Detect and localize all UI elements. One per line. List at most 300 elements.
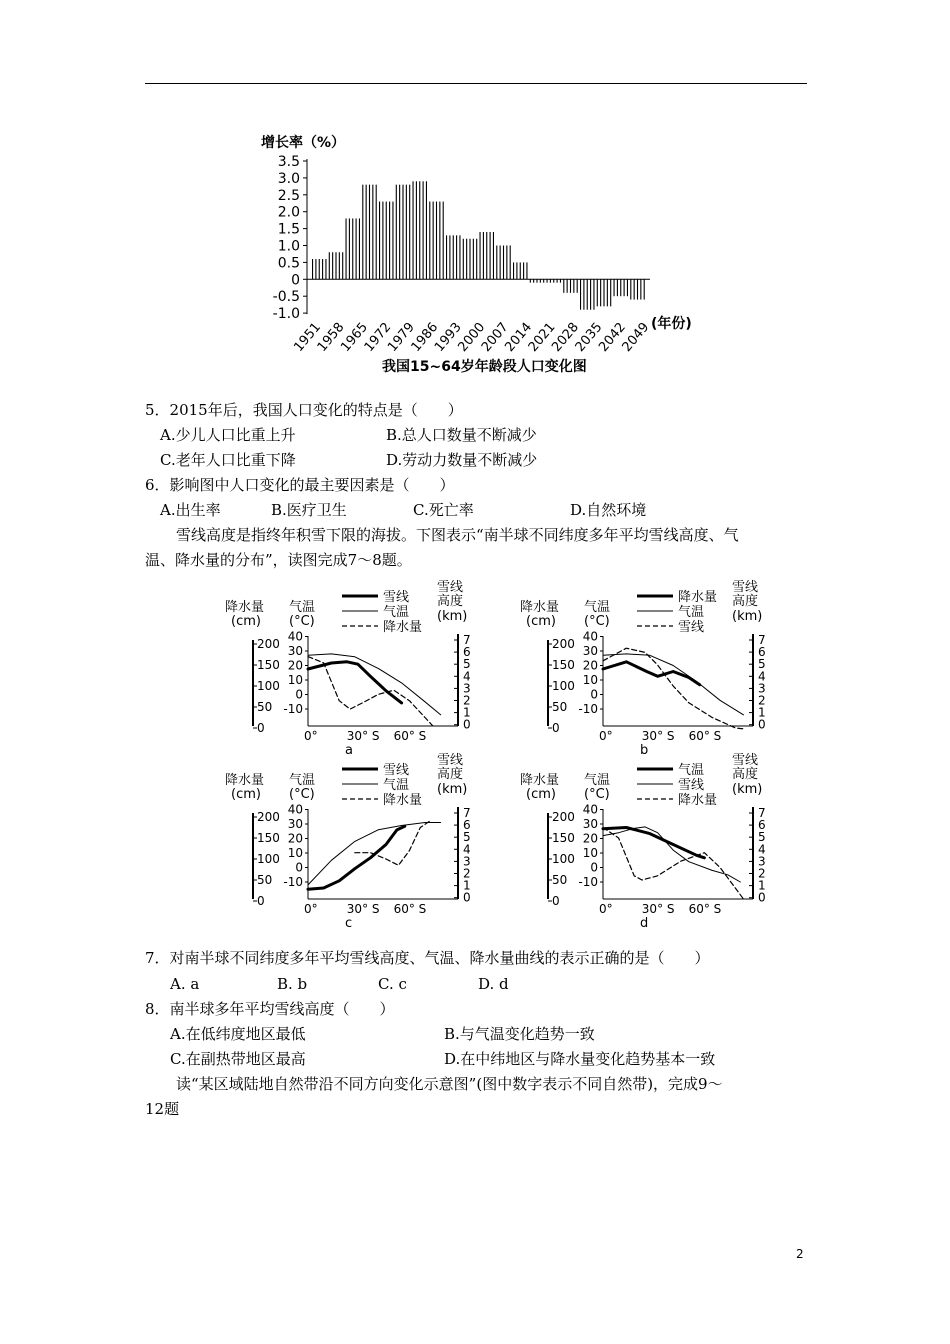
bar (500, 246, 501, 280)
temp-axis-label: 气温 (289, 600, 316, 615)
bar (610, 279, 611, 306)
bar (429, 202, 430, 280)
lat-tick-label: 60° S (393, 902, 427, 916)
q7-stem: 7．对南半球不同纬度多年平均雪线高度、气温、降水量曲线的表示正确的是（ ） (145, 949, 710, 967)
bar (433, 202, 434, 280)
q5-option-b[interactable]: B.总人口数量不断减少 (386, 426, 537, 444)
bar (473, 239, 474, 280)
x-tick-label: 1993 (432, 319, 465, 355)
precip-tick-label: 200 (552, 810, 575, 824)
temp-tick-label: 20 (287, 831, 303, 846)
bar (376, 185, 377, 280)
bar (406, 185, 407, 280)
precip-tick-label: 0 (257, 721, 265, 735)
height-tick-label: 5 (758, 657, 766, 672)
y-tick-label: -0.5 (272, 289, 300, 306)
bar (346, 218, 347, 279)
height-axis-label2: 高度 (437, 767, 464, 782)
bar (366, 185, 367, 280)
x-tick-label: 1979 (385, 319, 418, 355)
bar (513, 262, 514, 279)
precip-axis-unit: (cm) (526, 614, 556, 629)
bar (449, 235, 450, 279)
bar (396, 185, 397, 280)
temp-tick-label: 30 (287, 817, 303, 831)
legend-label: 雪线 (678, 778, 705, 793)
bar (600, 279, 601, 306)
bar (443, 202, 444, 280)
x-tick-label: 1986 (408, 319, 442, 355)
height-axis-unit: (km) (437, 609, 468, 624)
bar (362, 185, 363, 280)
bar (466, 239, 467, 280)
bar (426, 181, 427, 279)
temp-tick-label: 40 (582, 802, 598, 817)
snowline-figure (215, 578, 766, 931)
bar (530, 279, 531, 282)
bar (349, 218, 350, 279)
temp-tick-label: 10 (287, 673, 303, 687)
height-tick-label: 3 (463, 854, 471, 869)
lat-tick-label: 60° S (688, 902, 722, 916)
y-tick-label: 3.0 (277, 170, 300, 187)
temp-tick-label: -10 (283, 702, 303, 716)
height-axis-label2: 高度 (437, 594, 464, 609)
q6-option-b[interactable]: B.医疗卫生 (271, 501, 347, 519)
precip-tick-label: 150 (257, 658, 280, 672)
bar (386, 202, 387, 280)
bar (436, 202, 437, 280)
bar (446, 235, 447, 279)
temp-tick-label: 20 (582, 831, 598, 846)
bar (453, 235, 454, 279)
bar (557, 279, 558, 282)
height-tick-label: 7 (463, 633, 471, 647)
curve-snow (308, 826, 405, 889)
bar (593, 279, 594, 309)
height-tick-label: 6 (758, 818, 766, 833)
chart-caption: 我国15~64岁年龄段人口变化图 (382, 359, 587, 375)
temp-axis-unit: (°C) (289, 614, 315, 629)
temp-tick-label: -10 (578, 702, 598, 716)
intro912-line1: 读“某区域陆地自然带沿不同方向变化示意图”(图中数字表示不同自然带)，完成9～ (176, 1075, 723, 1093)
precip-tick-label: 50 (552, 700, 568, 714)
height-axis-label: 雪线 (732, 580, 759, 595)
height-tick-label: 6 (758, 645, 766, 660)
bar (382, 202, 383, 280)
height-tick-label: 1 (463, 878, 471, 893)
bar (510, 246, 511, 280)
precip-tick-label: 150 (552, 658, 575, 672)
precip-tick-label: 100 (552, 852, 575, 866)
bar (553, 279, 554, 282)
x-tick-label: 2049 (619, 319, 653, 355)
bar (379, 202, 380, 280)
legend-label: 雪线 (383, 763, 410, 778)
legend-label: 气温 (383, 778, 410, 793)
bar (335, 252, 336, 279)
precip-axis-unit: (cm) (526, 787, 556, 802)
height-tick-label: 2 (758, 866, 766, 881)
x-axis-unit: (年份) (651, 316, 692, 332)
bar (523, 262, 524, 279)
temp-tick-label: 0 (295, 860, 303, 875)
lat-tick-label: 60° S (393, 729, 427, 743)
bar (413, 181, 414, 279)
q5-option-d[interactable]: D.劳动力数量不断减少 (386, 451, 538, 469)
temp-axis-label: 气温 (584, 600, 611, 615)
lat-tick-label: 0° (599, 902, 613, 916)
precip-axis-unit: (cm) (231, 614, 261, 629)
bar (469, 239, 470, 280)
q6-option-d[interactable]: D.自然环境 (570, 501, 647, 519)
lat-tick-label: 30° S (346, 729, 380, 743)
q8-option-b[interactable]: B.与气温变化趋势一致 (444, 1025, 595, 1043)
q7-option-c[interactable]: C. c (378, 975, 407, 993)
temp-tick-label: 10 (582, 673, 598, 687)
bar (620, 279, 621, 296)
height-axis-label2: 高度 (732, 767, 759, 782)
precip-tick-label: 150 (552, 831, 575, 845)
precip-axis-label: 降水量 (520, 773, 560, 788)
height-axis-unit: (km) (732, 609, 763, 624)
bar (423, 181, 424, 279)
bar (339, 252, 340, 279)
x-tick-label: 1965 (338, 319, 371, 355)
x-tick-label: 2021 (525, 319, 559, 355)
height-tick-label: 1 (758, 705, 766, 720)
height-tick-label: 4 (463, 669, 471, 684)
height-tick-label: 0 (758, 890, 766, 905)
bar (563, 279, 564, 293)
height-axis-unit: (km) (732, 782, 763, 797)
y-tick-label: 2.5 (277, 187, 300, 204)
y-tick-label: 3.5 (277, 154, 300, 170)
temp-axis-label: 气温 (289, 773, 316, 788)
bar (399, 185, 400, 280)
bar (520, 262, 521, 279)
q7-option-d[interactable]: D. d (478, 975, 509, 993)
bar (369, 185, 370, 280)
height-tick-label: 6 (463, 645, 471, 660)
height-axis-label: 雪线 (732, 753, 759, 768)
intro78-line1: 雪线高度是指终年积雪下限的海拔。下图表示“南半球不同纬度多年平均雪线高度、气 (176, 526, 739, 544)
legend-label: 降水量 (678, 793, 718, 808)
precip-tick-label: 100 (257, 679, 280, 693)
bar (416, 181, 417, 279)
bar (630, 279, 631, 299)
bar (325, 259, 326, 279)
panel-label: a (345, 743, 353, 758)
temp-tick-label: 20 (287, 658, 303, 673)
bar (533, 279, 534, 282)
lat-tick-label: 0° (304, 729, 318, 743)
precip-axis-label: 降水量 (225, 600, 265, 615)
height-axis-label: 雪线 (437, 753, 464, 768)
height-tick-label: 5 (758, 830, 766, 845)
bar (312, 259, 313, 279)
q6-stem: 6．影响图中人口变化的最主要因素是（ ） (145, 476, 455, 494)
y-tick-label: 1.5 (277, 221, 300, 238)
precip-tick-label: 200 (257, 810, 280, 824)
bar (583, 279, 584, 309)
bar (607, 279, 608, 306)
height-tick-label: 0 (758, 717, 766, 732)
panel-label: c (345, 916, 353, 931)
page-number: 2 (796, 1247, 804, 1261)
lat-tick-label: 0° (599, 729, 613, 743)
bar (590, 279, 591, 309)
height-axis-label2: 高度 (732, 594, 759, 609)
q8-option-a[interactable]: A.在低纬度地区最低 (170, 1025, 306, 1043)
panel-b (520, 579, 766, 758)
bar (493, 232, 494, 279)
bar (322, 259, 323, 279)
curve-prec (603, 648, 743, 729)
height-tick-label: 4 (463, 842, 471, 857)
height-tick-label: 4 (758, 842, 766, 857)
temp-tick-label: 0 (590, 860, 598, 875)
precip-tick-label: 50 (552, 873, 568, 887)
height-tick-label: 2 (463, 693, 471, 708)
q8-option-d[interactable]: D.在中纬地区与降水量变化趋势基本一致 (444, 1050, 716, 1068)
q8-option-c[interactable]: C.在副热带地区最高 (170, 1050, 306, 1068)
height-tick-label: 7 (463, 806, 471, 820)
lat-tick-label: 30° S (346, 902, 380, 916)
bar (463, 239, 464, 280)
bar (547, 279, 548, 282)
legend-label: 雪线 (678, 620, 705, 635)
precip-tick-label: 0 (257, 894, 265, 908)
bar (319, 259, 320, 279)
height-tick-label: 4 (758, 669, 766, 684)
curve-snow (308, 662, 402, 703)
height-tick-label: 2 (463, 866, 471, 881)
height-tick-label: 0 (463, 890, 471, 905)
curve-temp (603, 827, 740, 882)
bar (617, 279, 618, 296)
bar (359, 218, 360, 279)
bar (577, 279, 578, 293)
bar (580, 279, 581, 309)
temp-tick-label: 40 (287, 629, 303, 644)
temp-axis-unit: (°C) (584, 787, 610, 802)
bar (329, 252, 330, 279)
height-tick-label: 1 (463, 705, 471, 720)
height-tick-label: 3 (758, 681, 766, 696)
panel-a (225, 579, 471, 758)
q5-stem: 5．2015年后，我国人口变化的特点是（ ） (145, 401, 463, 419)
bar (614, 279, 615, 296)
bar (644, 279, 645, 299)
bar (476, 239, 477, 280)
panel-label: d (640, 916, 649, 931)
bar (419, 181, 420, 279)
curve-prec (603, 828, 743, 899)
precip-tick-label: 100 (257, 852, 280, 866)
panel-d (520, 752, 766, 931)
temp-axis-unit: (°C) (289, 787, 315, 802)
intro78-line2: 温、降水量的分布”，读图完成7～8题。 (145, 551, 412, 569)
legend-label: 降水量 (383, 793, 423, 808)
lat-tick-label: 30° S (641, 729, 675, 743)
bar (573, 279, 574, 293)
bar (526, 262, 527, 279)
bar (543, 279, 544, 282)
x-tick-label: 2000 (455, 319, 489, 355)
height-tick-label: 0 (463, 717, 471, 732)
height-tick-label: 3 (758, 854, 766, 869)
bar (315, 259, 316, 279)
bar (496, 246, 497, 280)
x-tick-label: 1951 (291, 319, 325, 355)
bar (637, 279, 638, 299)
temp-tick-label: 0 (295, 687, 303, 702)
bar (480, 232, 481, 279)
height-tick-label: 5 (463, 657, 471, 672)
legend-label: 气温 (678, 605, 705, 620)
bar (332, 252, 333, 279)
y-axis-label: 增长率（%） (261, 135, 346, 151)
panel-label: b (640, 743, 649, 758)
bar (402, 185, 403, 280)
temp-tick-label: -10 (283, 875, 303, 889)
x-tick-label: 2014 (502, 319, 536, 355)
lat-tick-label: 0° (304, 902, 318, 916)
height-tick-label: 7 (758, 806, 766, 820)
x-tick-label: 2042 (596, 319, 629, 355)
x-tick-label: 2035 (572, 319, 606, 355)
bar (587, 279, 588, 309)
bar (356, 218, 357, 279)
x-tick-label: 1958 (314, 319, 348, 355)
precip-tick-label: 0 (552, 721, 560, 735)
temp-tick-label: 20 (582, 658, 598, 673)
temp-tick-label: -10 (578, 875, 598, 889)
height-axis-label: 雪线 (437, 580, 464, 595)
legend-label: 气温 (383, 605, 410, 620)
temp-tick-label: 10 (287, 846, 303, 860)
temp-axis-unit: (°C) (584, 614, 610, 629)
bar (516, 262, 517, 279)
precip-tick-label: 0 (552, 894, 560, 908)
legend-label: 雪线 (383, 590, 410, 605)
q7-option-a[interactable]: A. a (170, 975, 200, 993)
bar (503, 246, 504, 280)
x-tick-label: 2028 (549, 319, 583, 355)
bar (459, 235, 460, 279)
bar (389, 202, 390, 280)
bar (567, 279, 568, 293)
curve-prec (355, 821, 430, 865)
x-tick-label: 2007 (478, 319, 512, 355)
temp-tick-label: 30 (582, 817, 598, 831)
temp-tick-label: 30 (287, 644, 303, 658)
q8-stem: 8．南半球多年平均雪线高度（ ） (145, 1000, 395, 1018)
bar (486, 232, 487, 279)
q5-option-a[interactable]: A.少儿人口比重上升 (160, 426, 296, 444)
bar (597, 279, 598, 306)
curve-prec (308, 657, 433, 726)
intro912-line2: 12题 (145, 1100, 180, 1118)
legend-label: 降水量 (678, 590, 718, 605)
bar (560, 279, 561, 282)
y-tick-label: 2.0 (277, 204, 300, 221)
precip-tick-label: 50 (257, 700, 273, 714)
precip-tick-label: 100 (552, 679, 575, 693)
precip-axis-label: 降水量 (225, 773, 265, 788)
precip-tick-label: 150 (257, 831, 280, 845)
chart1-svg (255, 132, 715, 377)
bar (550, 279, 551, 282)
temp-tick-label: 0 (590, 687, 598, 702)
legend-label: 降水量 (383, 620, 423, 635)
precip-axis-unit: (cm) (231, 787, 261, 802)
bar (456, 235, 457, 279)
q6-option-c[interactable]: C.死亡率 (413, 501, 474, 519)
y-tick-label: 1.0 (277, 238, 300, 255)
temp-tick-label: 40 (582, 629, 598, 644)
bar (603, 279, 604, 306)
temp-tick-label: 40 (287, 802, 303, 817)
height-tick-label: 2 (758, 693, 766, 708)
temp-tick-label: 30 (582, 644, 598, 658)
bar (627, 279, 628, 296)
lat-tick-label: 30° S (641, 902, 675, 916)
height-tick-label: 7 (758, 633, 766, 647)
population-growth-chart (255, 132, 715, 377)
curve-snow (603, 828, 704, 858)
q7-option-b[interactable]: B. b (277, 975, 308, 993)
precip-axis-label: 降水量 (520, 600, 560, 615)
y-tick-label: 0 (291, 272, 300, 289)
height-tick-label: 6 (463, 818, 471, 833)
bar (439, 202, 440, 280)
bar (634, 279, 635, 299)
bar (540, 279, 541, 282)
bar (342, 252, 343, 279)
lat-tick-label: 60° S (688, 729, 722, 743)
bar (490, 232, 491, 279)
y-tick-label: 0.5 (277, 255, 300, 272)
legend-label: 气温 (678, 763, 705, 778)
height-tick-label: 3 (463, 681, 471, 696)
bar (624, 279, 625, 296)
temp-axis-label: 气温 (584, 773, 611, 788)
bar (570, 279, 571, 293)
header-rule (145, 83, 807, 84)
chart2-svg (215, 578, 766, 931)
panel-c (225, 752, 471, 931)
q5-option-c[interactable]: C.老年人口比重下降 (160, 451, 296, 469)
x-tick-label: 1972 (361, 319, 395, 355)
height-tick-label: 5 (463, 830, 471, 845)
bar (409, 185, 410, 280)
precip-tick-label: 200 (257, 637, 280, 651)
q6-option-a[interactable]: A.出生率 (160, 501, 221, 519)
bar (352, 218, 353, 279)
height-axis-unit: (km) (437, 782, 468, 797)
bar (506, 246, 507, 280)
bar (483, 232, 484, 279)
bar (536, 279, 537, 282)
height-tick-label: 1 (758, 878, 766, 893)
bar (372, 185, 373, 280)
precip-tick-label: 200 (552, 637, 575, 651)
precip-tick-label: 50 (257, 873, 273, 887)
bar (392, 202, 393, 280)
temp-tick-label: 10 (582, 846, 598, 860)
